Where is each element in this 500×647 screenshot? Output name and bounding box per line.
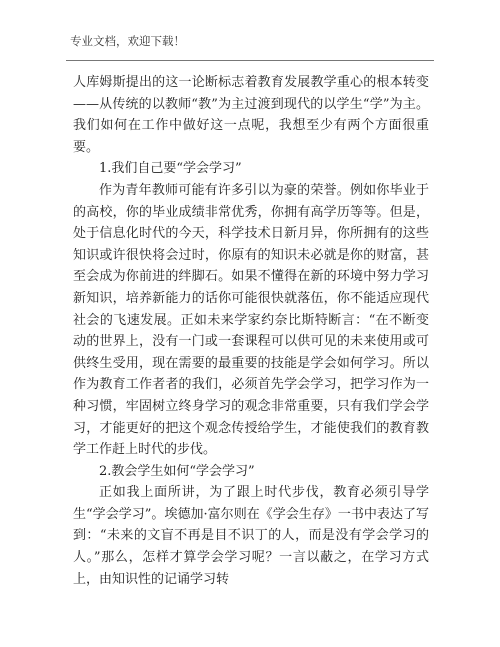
page-header: 专业文档，欢迎下载！	[70, 34, 185, 48]
section-heading-1: 1.我们自己要“学会学习”	[99, 161, 242, 177]
header-divider	[66, 60, 434, 61]
body-paragraph-3: 正如我上面所讲，为了跟上时代步伐，教育必须引导学生“学会学习”。埃德加·富尔则在《学会生存》一书中表达了写到：“未来的文盲不再是目不识丁的人，而是没有学会学习的人。”那么，怎样才算学会学习呢？一言以蔽之，在学习方式上，由知识性的记诵学习转	[73, 485, 429, 587]
document-body	[73, 72, 429, 590]
section-heading-2: 2.教会学生如何“学会学习”	[99, 463, 255, 479]
body-paragraph-2: 作为青年教师可能有许多引以为豪的荣誉。例如你毕业于的高校，你的毕业成绩非常优秀，你拥有高学历等等。但是，处于信息化时代的今天，科学技术日新月异，你所拥有的这些知识或许很快将会过时，你原有的知识未必就是你的财富，甚至会成为你前进的绊脚石。如果不懂得在新的环境中努力学习新知识，培养新能力的话你可能很快就落伍，你不能适应现代社会的飞速发展。正如未来学家约奈比斯特断言：“在不断变动的世界上，没有一门或一套课程可以供可见的未来使用或可供终生受用，现在需要的最重要的技能是学会如何学习。所以作为教育工作者者的我们，必须首先学会学习，把学习作为一种习惯，牢固树立终身学习的观念非常重要，只有我们学会学习，才能更好的把这个观念传授给学生，才能使我们的教育教学工作赶上时代的步伐。	[73, 182, 429, 458]
body-paragraph-1: 人库姆斯提出的这一论断标志着教育发展教学重心的根本转变——从传统的以教师“教”为主过渡到现代的以学生“学”为主。我们如何在工作中做好这一点呢，我想至少有两个方面很重要。	[73, 75, 429, 155]
